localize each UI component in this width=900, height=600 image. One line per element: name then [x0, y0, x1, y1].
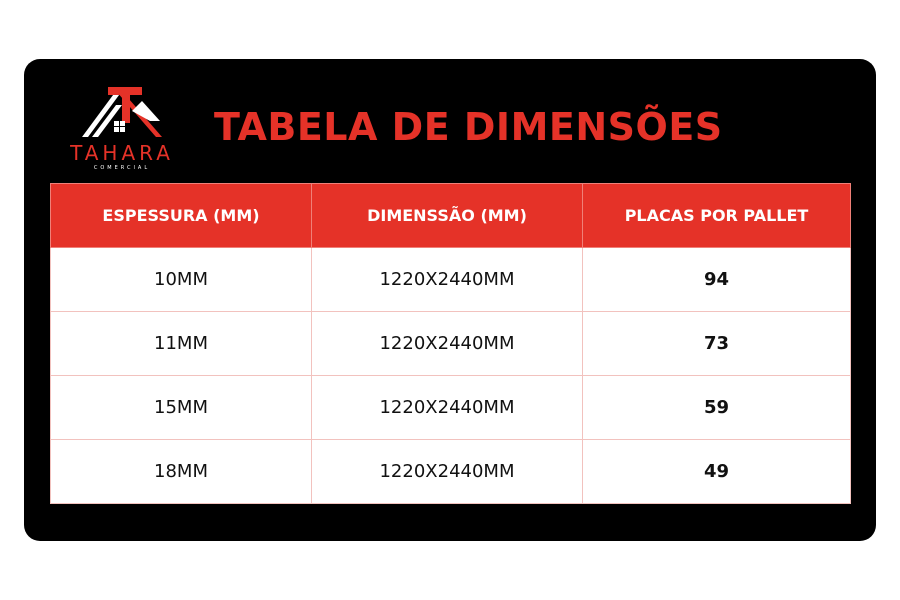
dimension-cell: 1220X2440MM	[312, 248, 583, 312]
dimension-cell: 1220X2440MM	[312, 440, 583, 504]
logo-subtitle: COMERCIAL	[93, 165, 151, 171]
plates-cell: 94	[583, 248, 851, 312]
roof-logo-icon	[76, 81, 168, 141]
plates-cell: 59	[583, 376, 851, 440]
header-dimension: DIMENSSÃO (MM)	[312, 184, 583, 248]
thickness-cell: 11MM	[51, 312, 312, 376]
table-row	[51, 440, 851, 504]
header-plates-per-pallet: PLACAS POR PALLET	[583, 184, 851, 248]
dimensions-table	[50, 183, 851, 504]
dimension-cell: 1220X2440MM	[312, 312, 583, 376]
table-row	[51, 312, 851, 376]
thickness-cell: 18MM	[51, 440, 312, 504]
table-header-row	[51, 184, 851, 248]
plates-cell: 73	[583, 312, 851, 376]
table-row	[51, 376, 851, 440]
dimension-cell: 1220X2440MM	[312, 376, 583, 440]
dimensions-card	[24, 59, 876, 541]
logo-name: TAHARA	[70, 141, 174, 165]
table-row	[51, 248, 851, 312]
plates-cell: 49	[583, 440, 851, 504]
thickness-cell: 10MM	[51, 248, 312, 312]
header-thickness: ESPESSURA (MM)	[51, 184, 312, 248]
page-title: TABELA DE DIMENSÕES	[214, 105, 723, 149]
tahara-logo	[52, 81, 192, 171]
thickness-cell: 15MM	[51, 376, 312, 440]
